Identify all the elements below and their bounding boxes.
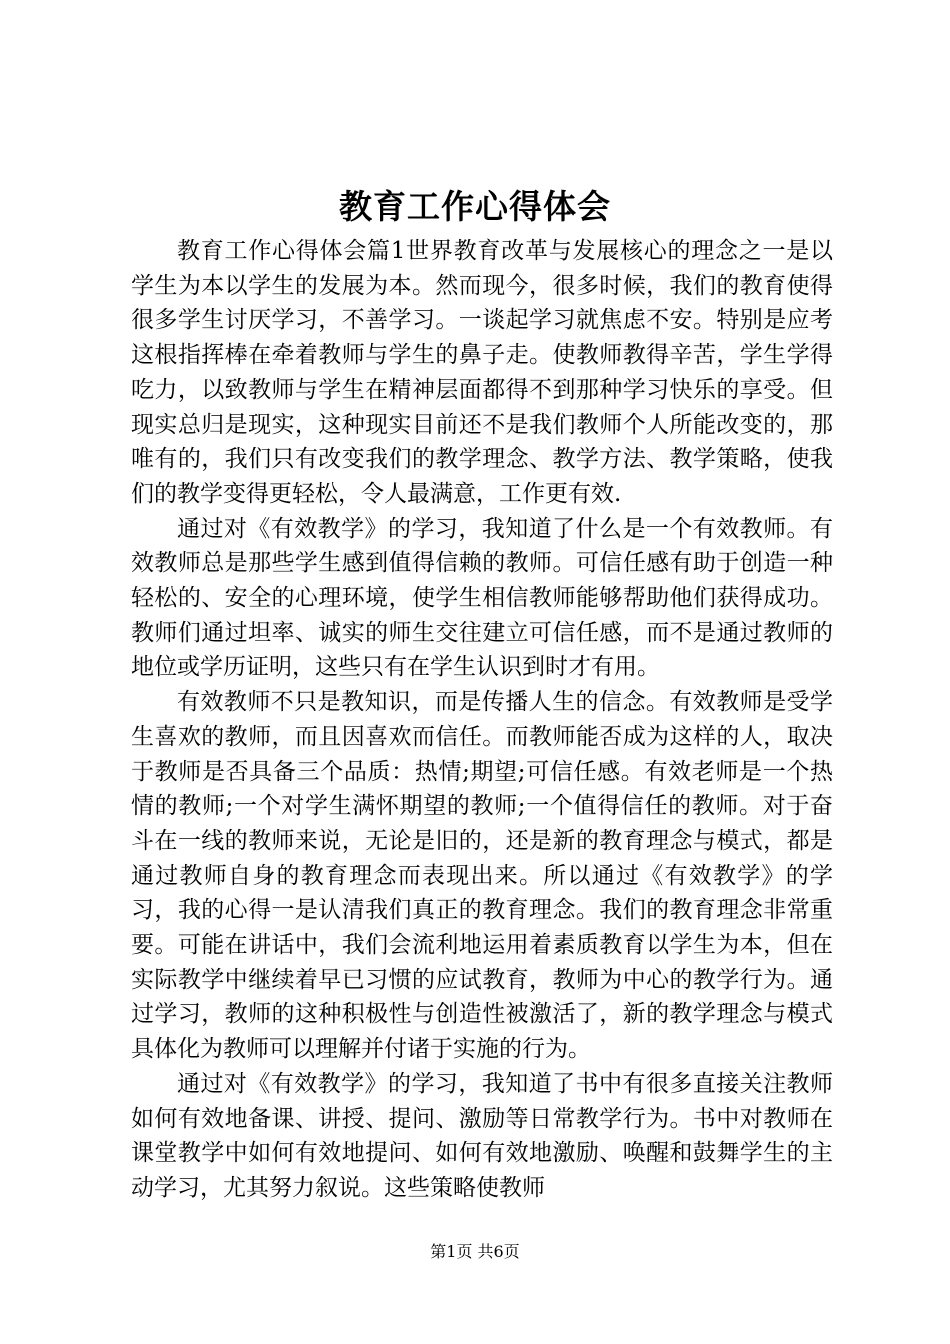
paragraph-2: 通过对《有效教学》的学习，我知道了什么是一个有效教师。有效教师总是那些学生感到值得信赖的教师。可信任感有助于创造一种轻松的、安全的心理环境，使学生相信教师能够帮助他们获得成功。教师们通过坦率、诚实的师生交往建立可信任感，而不是通过教师的地位或学历证明，这些只有在学生认识到时才有用。 (131, 515, 833, 681)
paragraph-1: 教育工作心得体会篇1世界教育改革与发展核心的理念之一是以学生为本以学生的发展为本。然而现今，很多时候，我们的教育使得很多学生讨厌学习，不善学习。一谈起学习就焦虑不安。特别是应考这根指挥棒在牵着教师与学生的鼻子走。使教师教得辛苦，学生学得吃力，以致教师与学生在精神层面都得不到那种学习快乐的享受。但现实总归是现实，这种现实目前还不是我们教师个人所能改变的，那唯有的，我们只有改变我们的教学理念、教学方法、教学策略，使我们的教学变得更轻松，令人最满意，工作更有效. (131, 238, 833, 507)
page-title: 教育工作心得体会 (339, 187, 611, 226)
page-footer: 第1页 共6页 (430, 1242, 520, 1261)
paragraph-4: 通过对《有效教学》的学习，我知道了书中有很多直接关注教师如何有效地备课、讲授、提问、激励等日常教学行为。书中对教师在课堂教学中如何有效地提问、如何有效地激励、唤醒和鼓舞学生的主动学习，尤其努力叙说。这些策略使教师 (131, 1070, 833, 1201)
body-text (131, 234, 833, 1206)
paragraph-3: 有效教师不只是教知识，而是传播人生的信念。有效教师是受学生喜欢的教师，而且因喜欢而信任。而教师能否成为这样的人，取决于教师是否具备三个品质：热情;期望;可信任感。有效老师是一个热情的教师;一个对学生满怀期望的教师;一个值得信任的教师。对于奋斗在一线的教师来说，无论是旧的，还是新的教育理念与模式，都是通过教师自身的教育理念而表现出来。所以通过《有效教学》的学习，我的心得一是认清我们真正的教育理念。我们的教育理念非常重要。可能在讲话中，我们会流利地运用着素质教育以学生为本，但在实际教学中继续着早已习惯的应试教育，教师为中心的教学行为。通过学习，教师的这种积极性与创造性被激活了，新的教学理念与模式具体化为教师可以理解并付诸于实施的行为。 (131, 689, 833, 1063)
